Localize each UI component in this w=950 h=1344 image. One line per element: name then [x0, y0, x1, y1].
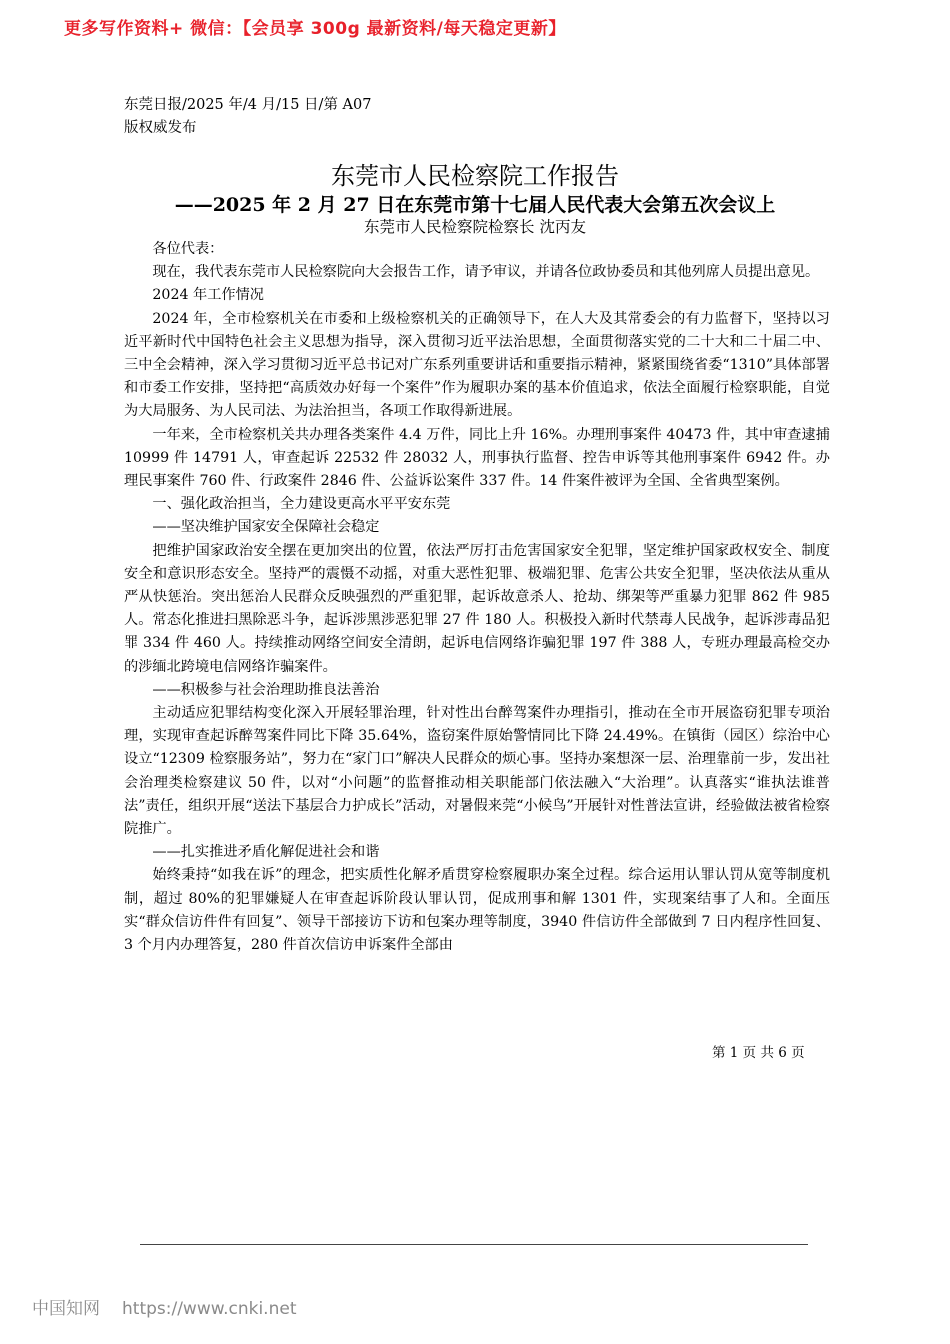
- footer-url: https://www.cnki.net: [122, 1299, 297, 1319]
- paragraph: 各位代表：: [152, 241, 224, 257]
- section-heading: 一、强化政治担当，全力建设更高水平平安东莞: [152, 496, 451, 513]
- page-number: 第 1 页 共 6 页: [712, 1045, 805, 1061]
- rights-line: 版权威发布: [124, 120, 197, 136]
- section-heading: 2024 年工作情况: [152, 287, 264, 304]
- subsection-heading: ——坚决维护国家安全保障社会稳定: [152, 519, 380, 536]
- document-body: [124, 238, 830, 957]
- paragraph: 现在，我代表东莞市人民检察院向大会报告工作，请予审议，并请各位政协委员和其他列席人员提出意见。: [152, 264, 820, 281]
- paragraph: 一年来，全市检察机关共办理各类案件 4.4 万件，同比上升 16%。办理刑事案件 40473 件，其中审查逮捕 10999 件 14791 人，审查起诉 22532 件 28032 人，刑事执行监督、控告申诉等其他刑事案件 6942 件。办理民事案件 760 件、行政案件 2846 件、公益诉讼案件 337 件。14 件案件被评为全国、全省典型案例。: [124, 426, 830, 490]
- paragraph: 把维护国家政治安全摆在更加突出的位置，依法严厉打击危害国家安全犯罪，坚定维护国家政权安全、制度安全和意识形态安全。坚持严的震慑不动摇，对重大恶性犯罪、极端犯罪、危害公共安全犯罪，坚决依法从重从严从快惩治。突出惩治人民群众反映强烈的严重犯罪，起诉故意杀人、抢劫、绑架等严重暴力犯罪 862 件 985 人。常态化推进扫黑除恶斗争，起诉涉黑涉恶犯罪 27 件 180 人。积极投入新时代禁毒人民战争，起诉涉毒品犯罪 334 件 460 人。持续推动网络空间安全清朗，起诉电信网络诈骗犯罪 197 件 388 人，专班办理最高检交办的涉缅北跨境电信网络诈骗案件。: [124, 542, 830, 675]
- footer-watermark: [32, 1294, 296, 1319]
- document-subtitle: ——2025 年 2 月 27 日在东莞市第十七届人民代表大会第五次会议上: [174, 194, 776, 216]
- footer-brand: 中国知网: [32, 1299, 100, 1319]
- paragraph: 2024 年，全市检察机关在市委和上级检察机关的正确领导下，在人大及其常委会的有力监督下，坚持以习近平新时代中国特色社会主义思想为指导，深入贯彻习近平法治思想，全面贯彻落实党的二十大和二十届二中、三中全会精神，深入学习贯彻习近平总书记对广东系列重要讲话和重要指示精神，紧紧围绕省委“1310”具体部署和市委工作安排，坚持把“高质效办好每一个案件”作为履职办案的基本价值追求，依法全面履行检察职能，自觉为大局服务、为人民司法、为法治担当，各项工作取得新进展。: [124, 310, 830, 420]
- paragraph: 主动适应犯罪结构变化深入开展轻罪治理，针对性出台醉驾案件办理指引，推动在全市开展盗窃犯罪专项治理，实现审查起诉醉驾案件同比下降 35.64%，盗窃案件原始警情同比下降 24.49%。在镇街（园区）综治中心设立“12309 检察服务站”，努力在“家门口”解决人民群众的烦心事。坚持办案想深一层、治理靠前一步，发出社会治理类检察建议 50 件，以对“小问题”的监督推动相关职能部门依法融入“大治理”。认真落实“谁执法谁普法”责任，组织开展“送法下基层合力护成长”活动，对暑假来莞“小候鸟”开展针对性普法宣讲，经验做法被省检察院推广。: [124, 705, 830, 838]
- source-meta: [124, 94, 371, 140]
- subsection-heading: ——积极参与社会治理助推良法善治: [152, 681, 380, 698]
- document-author: 东莞市人民检察院检察长 沈丙友: [364, 218, 586, 236]
- document-title: 东莞市人民检察院工作报告: [331, 162, 619, 190]
- paragraph: 始终秉持“如我在诉”的理念，把实质性化解矛盾贯穿检察履职办案全过程。综合运用认罪认罚从宽等制度机制，超过 80%的犯罪嫌疑人在审查起诉阶段认罪认罚，促成刑事和解 1301 件，实现案结事了人和。全面压实“群众信访件件有回复”、领导干部接访下访和包案办理等制度，3940 件信访件全部做到 7 日内程序性回复、3 个月内办理答复，280 件首次信访申诉案件全部由: [124, 867, 830, 954]
- source-line: 东莞日报/2025 年/4 月/15 日/第 A07: [124, 97, 372, 113]
- subsection-heading: ——扎实推进矛盾化解促进社会和谐: [152, 844, 380, 861]
- promo-banner: 更多写作资料+ 微信：【会员享 300g 最新资料/每天稳定更新】: [64, 19, 566, 39]
- footer-divider: [140, 1244, 808, 1245]
